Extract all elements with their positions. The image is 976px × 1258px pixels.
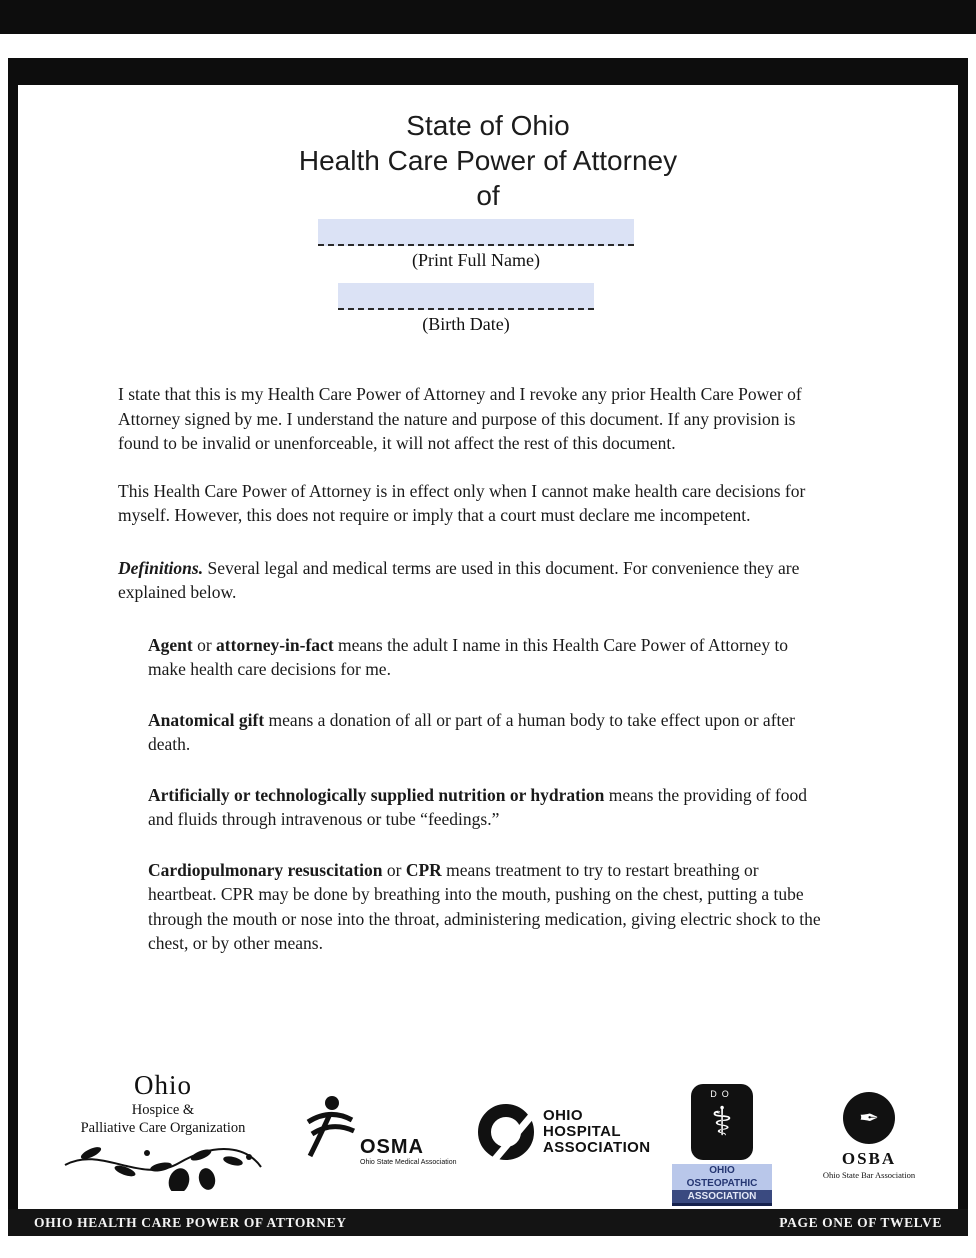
paragraph-effectiveness: This Health Care Power of Attorney is in effect only when I cannot make health care decisions for myself. However, this does not require or imply that a court must declare me incompetent.	[118, 480, 806, 525]
title-line-of: of	[476, 180, 500, 211]
quill-icon: ✒	[858, 1105, 880, 1132]
definition-cpr-term: Cardiopulmonary resuscitation	[148, 859, 383, 880]
osba-name-text: OSBA	[841, 1149, 897, 1168]
document-body	[118, 382, 824, 982]
caduceus-icon: ⚕	[711, 1099, 733, 1144]
osba-tagline: Ohio State Bar Association	[822, 1170, 916, 1180]
definition-cpr-term2: CPR	[405, 859, 442, 880]
page-frame-top	[8, 58, 968, 85]
document-title	[0, 108, 976, 213]
definition-agent-term2: attorney-in-fact	[216, 634, 334, 655]
paragraph-revocation: I state that this is my Health Care Power of Attorney and I revoke any prior Health Care Power of Attorney signed by me. I understand the nature and purpose of this document. If any provision is found to be invalid or unenforceable, it will not affect the rest of this document.	[118, 384, 802, 453]
birth-date-label: (Birth Date)	[422, 314, 510, 334]
definition-cpr	[148, 858, 824, 956]
ohio-hospital-association-logo	[478, 1104, 650, 1160]
osba-emblem-icon	[843, 1092, 895, 1144]
osma-tagline: Ohio State Medical Association	[360, 1159, 457, 1166]
page-top-band	[0, 0, 976, 34]
hospice-line2: Hospice &	[131, 1102, 195, 1118]
definitions-lead: Definitions.	[118, 557, 204, 578]
oha-ring-icon	[478, 1104, 534, 1160]
definition-anatomical-gift-text: means a donation of all or part of a human body to take effect upon or after death.	[148, 709, 795, 754]
osma-figure-icon	[300, 1094, 358, 1158]
caduceus-badge-icon	[691, 1084, 753, 1160]
hospice-ohio-text: Ohio	[134, 1070, 192, 1100]
page-frame-left	[8, 58, 18, 1236]
definition-nutrition-hydration	[148, 783, 824, 832]
ooa-text	[672, 1164, 772, 1206]
osma-logo	[300, 1094, 470, 1166]
definition-agent-text: means the adult I name in this Health Care Power of Attorney to make health care decisions for me.	[148, 634, 789, 679]
ohio-osteopathic-association-logo	[672, 1084, 772, 1206]
print-full-name-field[interactable]	[318, 219, 634, 246]
oha-line3: ASSOCIATION	[543, 1139, 651, 1156]
definition-nutrition-hydration-term: Artificially or technologically supplied nutrition or hydration	[148, 784, 605, 805]
hospice-line3: Palliative Care Organization	[80, 1120, 246, 1136]
vine-flourish-icon	[61, 1139, 265, 1191]
oha-line1: OHIO	[543, 1107, 583, 1124]
definition-anatomical-gift	[148, 708, 824, 757]
osma-name-text: OSMA	[360, 1136, 424, 1158]
definition-agent-term: Agent	[148, 634, 193, 655]
sponsor-logos-strip	[18, 1062, 958, 1207]
page-frame-right	[958, 58, 968, 1236]
oha-text	[543, 1108, 650, 1156]
ooa-line1: OHIO	[672, 1164, 772, 1177]
ohio-hospice-logo	[58, 1070, 268, 1191]
page-footer-bar	[8, 1209, 968, 1236]
definition-cpr-text: means treatment to try to restart breathing or heartbeat. CPR may be done by breathing into the mouth, pushing on the chest, putting a tube through the mouth or nose into the throat, administering medication, giving electric shock to the chest, or by other means.	[148, 859, 821, 953]
definition-nutrition-hydration-text: means the providing of food and fluids through intravenous or tube “feedings.”	[148, 784, 807, 829]
ooa-line3: ASSOCIATION	[672, 1190, 772, 1206]
title-line-document: Health Care Power of Attorney	[298, 145, 678, 176]
ooa-do-letters: DO	[710, 1089, 734, 1099]
footer-page-number: PAGE ONE OF TWELVE	[779, 1214, 942, 1230]
definition-agent	[148, 633, 824, 682]
osba-logo	[814, 1092, 924, 1180]
definitions-intro	[118, 556, 824, 605]
oha-line2: HOSPITAL	[543, 1123, 621, 1140]
definitions-intro-text: Several legal and medical terms are used in this document. For convenience they are explained below.	[118, 557, 800, 602]
ooa-line2: OSTEOPATHIC	[672, 1177, 772, 1190]
print-full-name-label: (Print Full Name)	[412, 250, 540, 270]
title-line-state: State of Ohio	[406, 110, 570, 141]
definition-anatomical-gift-term: Anatomical gift	[148, 709, 265, 730]
definitions-list	[148, 633, 824, 956]
birth-date-field[interactable]	[338, 283, 594, 310]
definition-agent-conj: or	[192, 634, 217, 655]
definition-cpr-conj: or	[382, 859, 406, 880]
footer-document-title: OHIO HEALTH CARE POWER OF ATTORNEY	[34, 1214, 347, 1230]
